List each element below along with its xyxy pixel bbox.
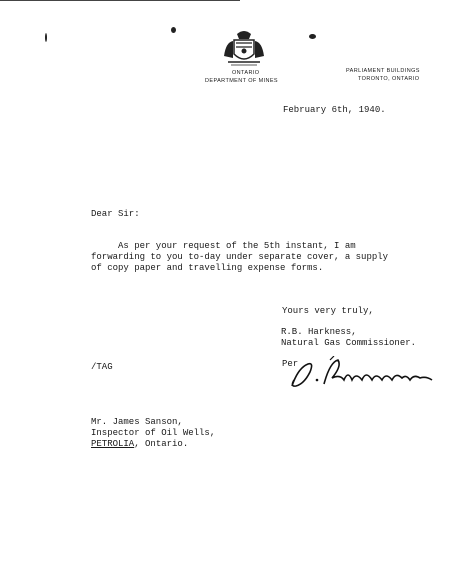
letterhead-address-line1: PARLIAMENT BUILDINGS: [346, 68, 420, 74]
handwritten-signature: [282, 356, 450, 392]
recipient-line-3: [91, 439, 188, 450]
reference-initials: /TAG: [91, 362, 113, 372]
letterhead-department: DEPARTMENT OF MINES: [205, 78, 278, 84]
per-label: Per: [282, 359, 299, 369]
letter-date: February 6th, 1940.: [283, 105, 386, 115]
recipient-province: , Ontario.: [134, 439, 189, 449]
letterhead-province: ONTARIO: [232, 70, 260, 76]
scan-speck: [171, 27, 176, 33]
body-line-3: of copy paper and travelling expense forms.: [91, 263, 324, 273]
scan-speck: [45, 33, 47, 42]
top-edge-line: [0, 0, 240, 1]
coat-of-arms: [222, 26, 266, 68]
body-line-1: As per your request of the 5th instant, I am: [91, 241, 356, 251]
complimentary-close: Yours very truly,: [282, 306, 374, 316]
signatory-title: Natural Gas Commissioner.: [281, 338, 417, 348]
salutation: Dear Sir:: [91, 209, 140, 219]
scan-speck: [309, 34, 316, 39]
signatory-name: R.B. Harkness,: [281, 327, 357, 337]
body-line-2: forwarding to you to-day under separate cover, a supply: [91, 252, 389, 262]
recipient-line-2: Inspector of Oil Wells,: [91, 428, 216, 438]
recipient-city: PETROLIA: [91, 439, 135, 449]
letterhead-address-line2: TORONTO, ONTARIO: [358, 76, 420, 82]
recipient-line-1: Mr. James Sanson,: [91, 417, 183, 427]
